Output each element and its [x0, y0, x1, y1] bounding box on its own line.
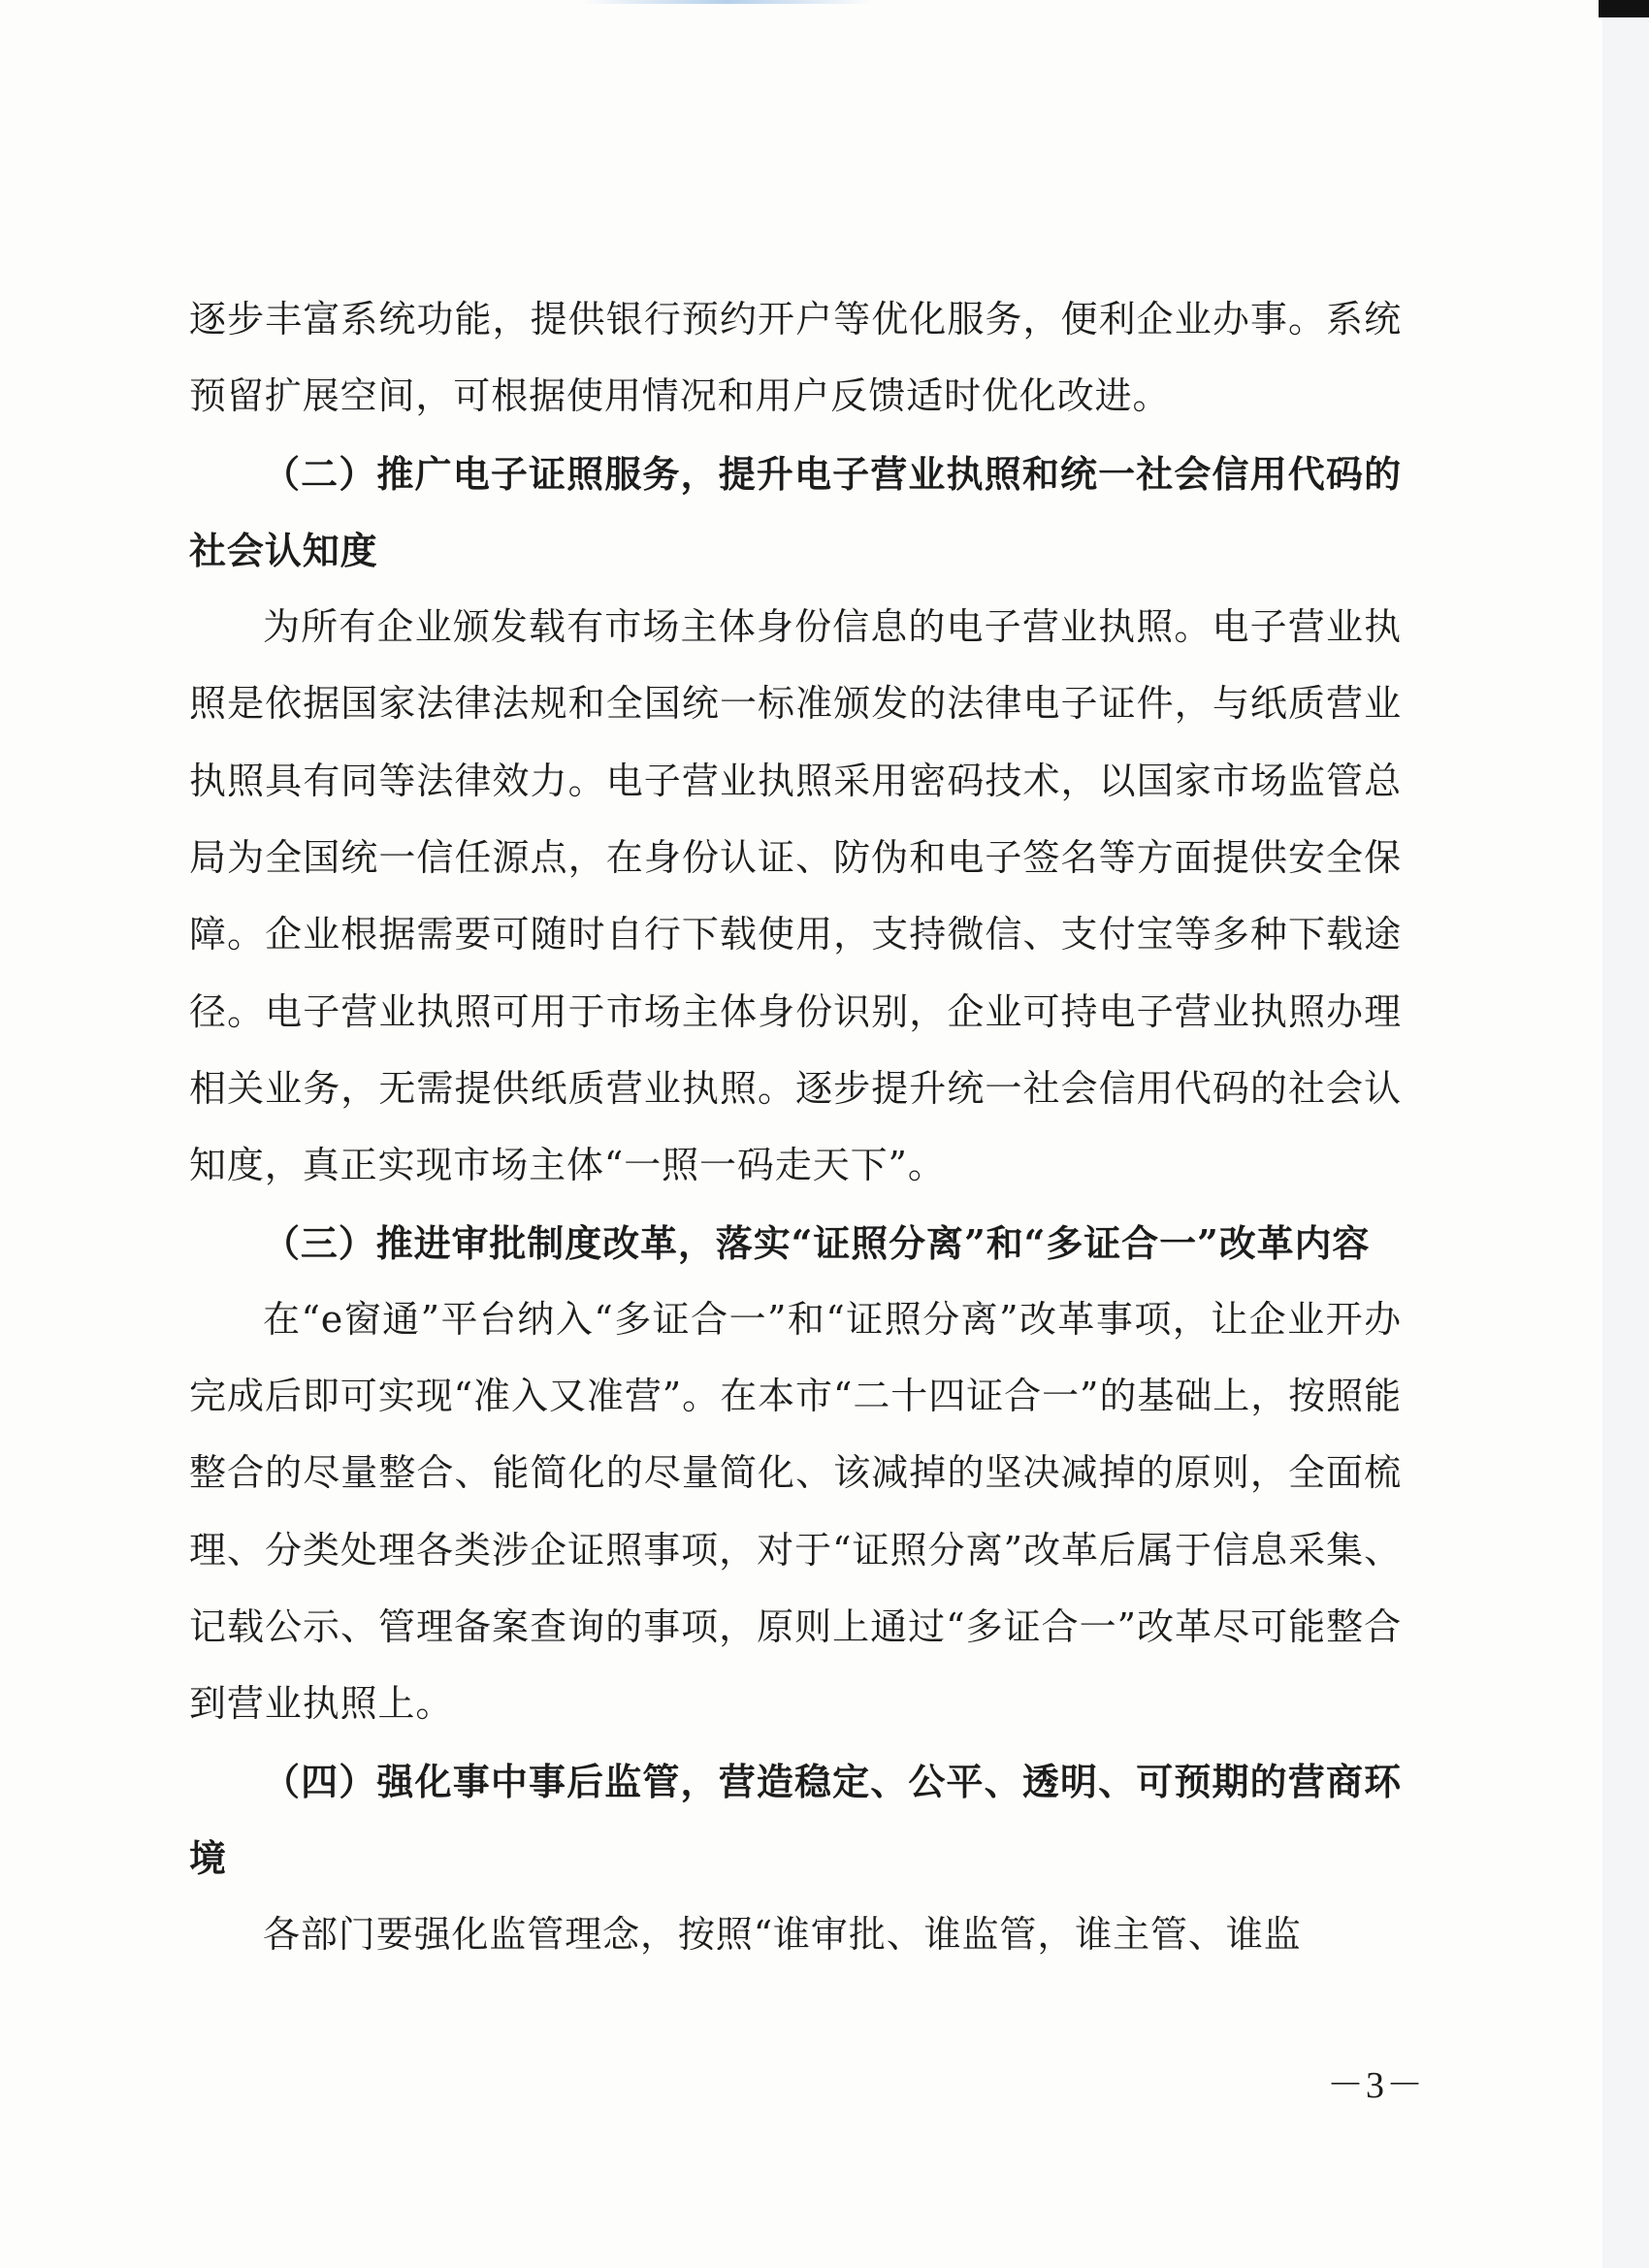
- section-heading-3: （三）推进审批制度改革，落实“证照分离”和“多证合一”改革内容: [263, 1220, 1371, 1265]
- page-number: －3－: [1327, 2065, 1426, 2106]
- paragraph-approval-reform: 在“e窗通”平台纳入“多证合一”和“证照分离”改革事项，让企业开办完成后即可实现“准入又准营”。在本市“二十四证合一”的基础上，按照能整合的尽量整合、能简化的尽量简化、该减掉的坚决减掉的原则，全面梳理、分类处理各类涉企证照事项，对于“证照分离”改革后属于信息采集、记载公示、管理备案查询的事项，原则上通过“多证合一”改革尽可能整合到营业执照上。: [189, 1297, 1402, 1726]
- section-heading-2: （二）推广电子证照服务，提升电子营业执照和统一社会信用代码的社会认知度: [189, 451, 1402, 572]
- paragraph-continued: 逐步丰富系统功能，提供银行预约开户等优化服务，便利企业办事。系统预留扩展空间，可根据使用情况和用户反馈适时优化改进。: [189, 298, 1402, 418]
- scan-edge-top: [582, 0, 873, 4]
- section-heading-4: （四）强化事中事后监管，营造稳定、公平、透明、可预期的营商环境: [189, 1759, 1402, 1880]
- scan-edge-corner: [1599, 0, 1649, 17]
- paragraph-supervision: 各部门要强化监管理念，按照“谁审批、谁监管，谁主管、谁监: [263, 1913, 1302, 1957]
- document-body: [189, 281, 1402, 1974]
- scan-edge-right: [1602, 0, 1649, 2268]
- paragraph-electronic-license: 为所有企业颁发载有市场主体身份信息的电子营业执照。电子营业执照是依据国家法律法规和全国统一标准颁发的法律电子证件，与纸质营业执照具有同等法律效力。电子营业执照采用密码技术，以国家市场监管总局为全国统一信任源点，在身份认证、防伪和电子签名等方面提供安全保障。企业根据需要可随时自行下载使用，支持微信、支付宝等多种下载途径。电子营业执照可用于市场主体身份识别，企业可持电子营业执照办理相关业务，无需提供纸质营业执照。逐步提升统一社会信用代码的社会认知度，真正实现市场主体“一照一码走天下”。: [189, 605, 1402, 1187]
